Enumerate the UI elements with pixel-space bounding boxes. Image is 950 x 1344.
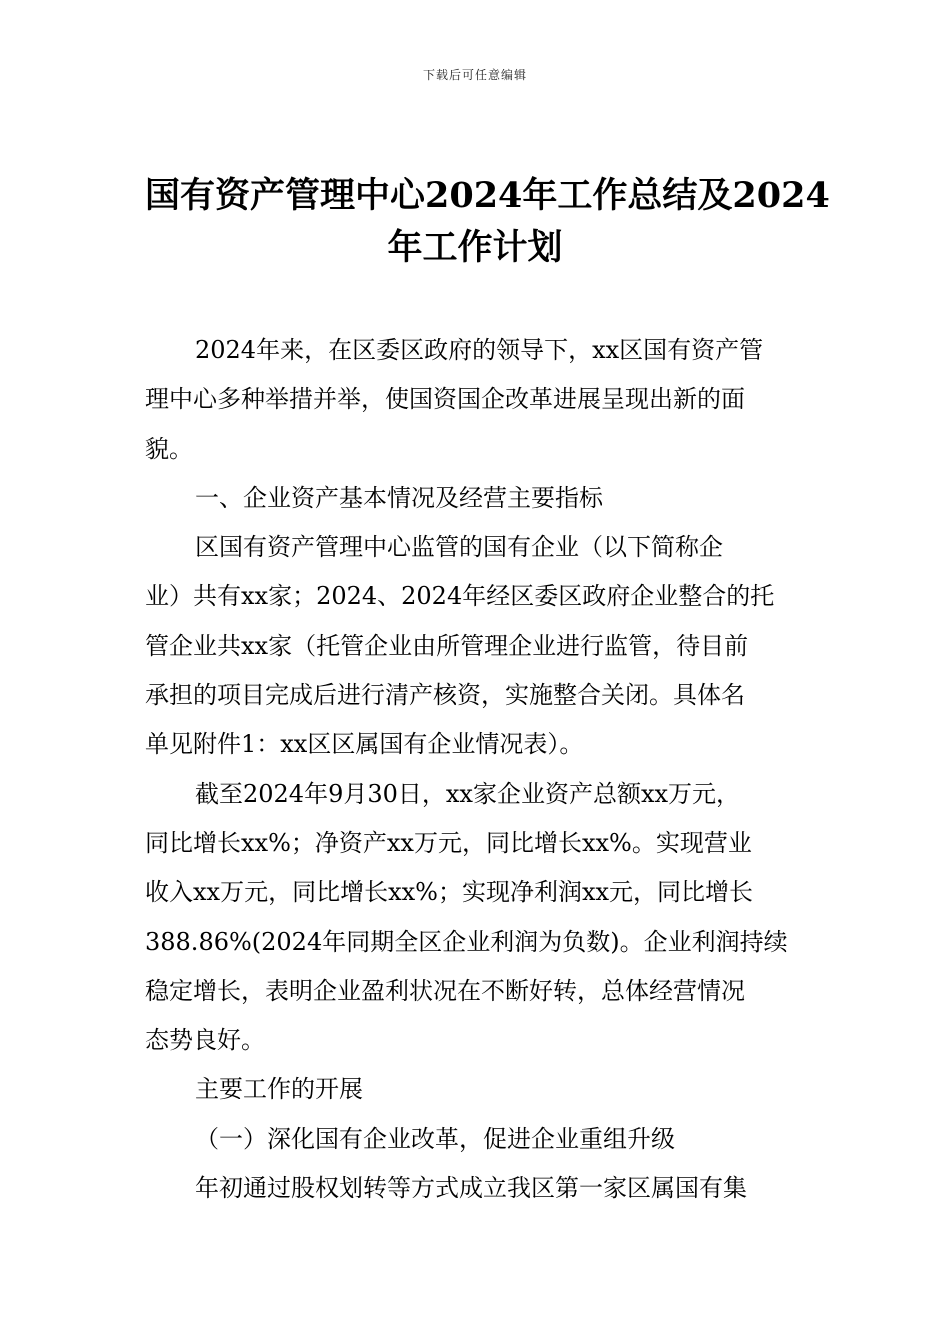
document-body (145, 326, 807, 1213)
text-line: 2024年来，在区委区政府的领导下，xx区国有资产管 (195, 336, 764, 364)
text-line: 稳定增长，表明企业盈利状况在不断好转，总体经营情况 (145, 976, 745, 1005)
text-line: 承担的项目完成后进行清产核资，实施整合关闭。具体名 (145, 681, 745, 710)
text-line: 年初通过股权划转等方式成立我区第一家区属国有集 (195, 1174, 747, 1203)
text-line: 一、企业资产基本情况及经营主要指标 (195, 483, 603, 512)
header-note: 下载后可任意编辑 (422, 68, 527, 82)
text-line: 管企业共xx家（托管企业由所管理企业进行监管，待目前 (145, 631, 749, 660)
paragraph-indicators (145, 770, 807, 1066)
text-line: 主要工作的开展 (195, 1075, 363, 1104)
title-line: 年工作计划 (387, 227, 563, 268)
text-line: 态势良好。 (145, 1026, 265, 1055)
text-line: 单见附件1：xx区区属国有企业情况表）。 (145, 730, 584, 759)
text-line: 业）共有xx家；2024、2024年经区委区政府企业整合的托 (145, 582, 775, 611)
paragraph-enterprises (145, 523, 807, 769)
subsection-heading-1 (145, 1115, 807, 1164)
text-line: 同比增长xx%；净资产xx万元，同比增长xx%。实现营业 (145, 828, 752, 857)
text-line: 收入xx万元，同比增长xx%；实现净利润xx元，同比增长 (145, 878, 754, 907)
text-line: 理中心多种举措并举，使国资国企改革进展呈现出新的面 (145, 385, 745, 414)
title-line: 国有资产管理中心2024年工作总结及2024 (145, 175, 830, 216)
text-line: 388.86%(2024年同期全区企业利润为负数)。企业利润持续 (145, 927, 788, 956)
text-line: （一）深化国有企业改革，促进企业重组升级 (195, 1124, 675, 1153)
text-line: 貌。 (145, 434, 193, 463)
paragraph-intro (145, 326, 807, 474)
text-line: 区国有资产管理中心监管的国有企业（以下简称企 (195, 533, 723, 562)
section-heading-2 (145, 1065, 807, 1114)
paragraph-reform (145, 1164, 807, 1213)
document-title (145, 170, 830, 274)
section-heading-1 (145, 474, 807, 523)
text-line: 截至2024年9月30日，xx家企业资产总额xx万元， (195, 779, 741, 808)
